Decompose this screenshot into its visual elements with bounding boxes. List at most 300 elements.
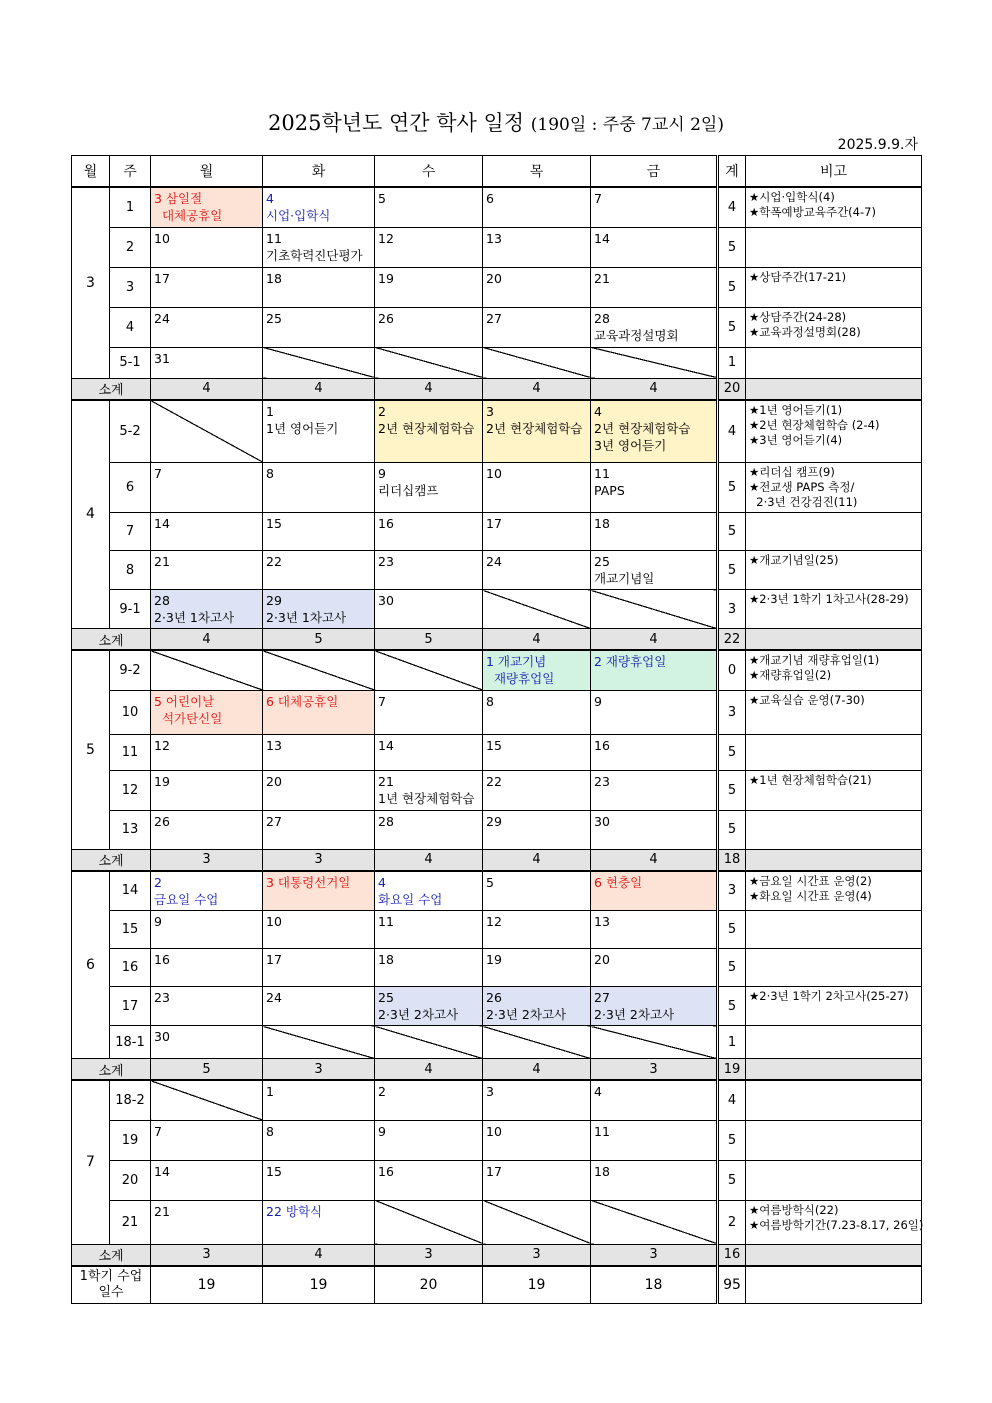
note-item: ★개교기념 재량휴업일(1) <box>749 653 880 667</box>
schedule-table <box>71 155 922 1304</box>
week-row <box>72 690 922 734</box>
day-date: 12 <box>486 914 502 929</box>
day-date: 27 <box>594 990 610 1005</box>
week-number: 17 <box>110 987 151 1026</box>
day-cell <box>263 1160 375 1200</box>
week-row <box>72 1120 922 1160</box>
subtotal-value: 4 <box>263 378 375 400</box>
week-number: 19 <box>110 1120 151 1160</box>
day-date: 20 <box>486 270 502 286</box>
day-cell <box>591 1160 718 1200</box>
day-date: 24 <box>486 554 502 569</box>
day-date: 25 <box>594 554 610 569</box>
day-cell <box>375 307 483 347</box>
day-date: 18 <box>266 270 282 286</box>
empty-day-cell <box>375 1026 483 1059</box>
header-total: 계 <box>718 156 746 188</box>
note-item: ★개교기념일(25) <box>749 553 839 567</box>
subtotal-row <box>72 629 922 651</box>
semester-label-line: 1학기 수업일수 <box>79 1268 143 1300</box>
day-cell <box>483 770 591 810</box>
subtotal-value: 3 <box>263 1059 375 1081</box>
day-cell <box>151 1160 263 1200</box>
subtotal-note-blank <box>746 629 922 651</box>
day-date: 24 <box>154 310 170 326</box>
subtotal-label: 소계 <box>72 1059 151 1081</box>
week-total: 3 <box>718 590 746 629</box>
subtotal-sum: 20 <box>718 378 746 400</box>
day-cell <box>375 1080 483 1120</box>
week-number: 7 <box>110 513 151 551</box>
empty-day-cell <box>375 650 483 690</box>
day-date: 13 <box>486 230 502 246</box>
day-event: 2·3년 1차고사 <box>154 610 235 625</box>
week-total: 3 <box>718 690 746 734</box>
empty-day-cell <box>263 650 375 690</box>
day-date: 23 <box>154 990 170 1005</box>
week-number: 2 <box>110 227 151 267</box>
document-date: 2025.9.9.자 <box>837 137 918 153</box>
day-cell <box>151 690 263 734</box>
subtotal-row <box>72 1059 922 1081</box>
day-cell <box>591 400 718 463</box>
day-cell <box>483 734 591 770</box>
day-event: 대체공휴일 <box>154 208 223 223</box>
day-date: 18 <box>594 516 610 531</box>
day-cell <box>483 1080 591 1120</box>
week-number: 5-1 <box>110 347 151 378</box>
day-event: 2년 현장체험학습 <box>486 420 583 436</box>
day-date: 2 <box>154 874 162 890</box>
day-cell <box>483 463 591 513</box>
empty-day-cell <box>483 1026 591 1059</box>
day-cell <box>263 1200 375 1244</box>
day-date: 26 <box>378 310 394 326</box>
week-row <box>72 1026 922 1059</box>
week-number: 8 <box>110 551 151 590</box>
week-row <box>72 1200 922 1244</box>
day-cell <box>263 1120 375 1160</box>
day-cell <box>151 1200 263 1244</box>
week-number: 18-1 <box>110 1026 151 1059</box>
month-label: 3 <box>72 187 110 378</box>
week-number: 13 <box>110 810 151 849</box>
day-date: 13 <box>594 914 610 929</box>
empty-day-cell <box>591 1026 718 1059</box>
day-cell <box>263 1080 375 1120</box>
week-row <box>72 463 922 513</box>
empty-day-cell <box>591 590 718 629</box>
semester-note-blank <box>746 1266 922 1304</box>
day-date: 7 <box>378 693 386 709</box>
day-date: 6 현충일 <box>594 874 643 890</box>
week-row <box>72 770 922 810</box>
note-cell <box>746 347 922 378</box>
day-cell <box>375 810 483 849</box>
day-cell <box>151 1026 263 1059</box>
day-cell <box>483 810 591 849</box>
day-date: 19 <box>486 952 502 967</box>
day-date: 30 <box>378 593 394 608</box>
day-cell <box>591 1080 718 1120</box>
week-total: 5 <box>718 551 746 590</box>
header-week: 주 <box>110 156 151 188</box>
day-date: 23 <box>378 554 394 569</box>
subtotal-value: 3 <box>151 849 263 871</box>
day-cell <box>375 949 483 987</box>
day-cell <box>263 734 375 770</box>
title-main: 2025학년도 연간 학사 일정 <box>268 111 525 135</box>
day-date: 16 <box>378 516 394 531</box>
week-total: 0 <box>718 650 746 690</box>
day-date: 8 <box>266 1123 274 1139</box>
day-date: 1 <box>266 1084 274 1099</box>
subtotal-value: 3 <box>591 1059 718 1081</box>
day-cell <box>483 949 591 987</box>
day-date: 13 <box>266 737 282 753</box>
month-label: 4 <box>72 400 110 629</box>
day-date: 27 <box>486 310 502 326</box>
day-cell <box>591 267 718 307</box>
day-date: 11 <box>594 1123 610 1139</box>
note-item: ★금요일 시간표 운영(2) <box>749 873 872 888</box>
week-total: 5 <box>718 949 746 987</box>
day-date: 6 <box>486 191 494 206</box>
day-cell <box>263 690 375 734</box>
day-cell <box>375 590 483 629</box>
empty-day-cell <box>263 1026 375 1059</box>
day-cell <box>375 227 483 267</box>
day-date: 15 <box>266 516 282 531</box>
subtotal-value: 3 <box>591 1244 718 1266</box>
empty-day-cell <box>483 347 591 378</box>
day-date: 19 <box>154 773 170 789</box>
day-date: 30 <box>154 1029 170 1044</box>
day-date: 15 <box>486 737 502 753</box>
day-date: 3 삼일절 <box>154 191 203 206</box>
day-cell <box>591 690 718 734</box>
note-cell <box>746 911 922 949</box>
subtotal-value: 4 <box>263 1244 375 1266</box>
week-total: 4 <box>718 400 746 463</box>
day-date: 8 <box>266 466 274 481</box>
day-cell <box>375 513 483 551</box>
day-cell <box>263 871 375 911</box>
day-date: 26 <box>154 813 170 829</box>
day-event: 재량휴업일 <box>486 671 555 686</box>
day-date: 20 <box>594 952 610 967</box>
subtotal-value: 4 <box>151 378 263 400</box>
day-cell <box>483 187 591 227</box>
note-cell <box>746 650 922 690</box>
header-wed: 수 <box>375 156 483 188</box>
note-item: ★교육과정설명회(28) <box>749 324 861 339</box>
note-cell <box>746 400 922 463</box>
header-fri: 금 <box>591 156 718 188</box>
empty-day-cell <box>263 347 375 378</box>
day-cell <box>151 307 263 347</box>
day-date: 7 <box>154 1123 162 1139</box>
day-cell <box>375 1160 483 1200</box>
subtotal-value: 4 <box>483 629 591 651</box>
day-date: 9 <box>594 693 602 709</box>
day-cell <box>151 949 263 987</box>
day-cell <box>591 949 718 987</box>
day-date: 14 <box>154 1163 170 1179</box>
subtotal-label: 소계 <box>72 629 151 651</box>
note-item: ★1년 현장체험학습(21) <box>749 772 872 787</box>
subtotal-value: 3 <box>263 849 375 871</box>
subtotal-value: 4 <box>151 629 263 651</box>
day-cell <box>591 1120 718 1160</box>
day-date: 27 <box>266 813 282 829</box>
day-date: 26 <box>486 990 502 1005</box>
subtotal-value: 5 <box>263 629 375 651</box>
subtotal-value: 3 <box>483 1244 591 1266</box>
day-cell <box>263 551 375 590</box>
day-date: 10 <box>486 466 502 481</box>
semester-total-value: 18 <box>591 1266 718 1304</box>
day-cell <box>591 307 718 347</box>
day-date: 14 <box>154 516 170 531</box>
empty-day-cell <box>375 1200 483 1244</box>
day-date: 29 <box>266 593 282 608</box>
day-cell <box>375 911 483 949</box>
day-date: 28 <box>378 813 394 829</box>
day-cell <box>263 187 375 227</box>
week-row <box>72 513 922 551</box>
note-item: ★2년 현장체험학습 (2-4) <box>749 417 880 432</box>
week-total: 5 <box>718 770 746 810</box>
day-date: 29 <box>486 813 502 829</box>
day-event: 금요일 수업 <box>154 891 219 907</box>
week-row <box>72 307 922 347</box>
empty-day-cell <box>591 347 718 378</box>
day-date: 21 <box>594 270 610 286</box>
subtotal-label: 소계 <box>72 378 151 400</box>
day-date: 4 <box>266 191 274 206</box>
day-cell <box>483 307 591 347</box>
week-row <box>72 400 922 463</box>
day-cell <box>151 911 263 949</box>
day-date: 23 <box>594 773 610 789</box>
day-date: 25 <box>266 310 282 326</box>
day-cell <box>263 513 375 551</box>
week-row <box>72 1160 922 1200</box>
note-item: ★상담주간(17-21) <box>749 269 847 284</box>
day-event: 기초학력진단평가 <box>266 247 363 263</box>
day-cell <box>483 1160 591 1200</box>
week-number: 6 <box>110 463 151 513</box>
day-date: 14 <box>378 737 394 753</box>
day-cell <box>263 267 375 307</box>
day-date: 9 <box>154 914 162 929</box>
note-item: ★전교생 PAPS 측정/ <box>749 480 855 494</box>
day-cell <box>375 871 483 911</box>
week-total: 5 <box>718 463 746 513</box>
note-cell <box>746 227 922 267</box>
week-row <box>72 810 922 849</box>
day-cell <box>151 871 263 911</box>
subtotal-value: 5 <box>375 629 483 651</box>
subtotal-value: 4 <box>591 849 718 871</box>
note-cell <box>746 1026 922 1059</box>
empty-day-cell <box>151 650 263 690</box>
subtotal-row <box>72 1244 922 1266</box>
week-row <box>72 227 922 267</box>
day-cell <box>263 911 375 949</box>
day-event: 2년 현장체험학습 <box>378 420 475 436</box>
note-cell <box>746 551 922 590</box>
subtotal-sum: 19 <box>718 1059 746 1081</box>
day-date: 25 <box>378 990 394 1005</box>
week-total: 3 <box>718 871 746 911</box>
day-event: 2·3년 2차고사 <box>594 1007 675 1022</box>
note-item: ★학폭예방교육주간(4-7) <box>749 205 876 219</box>
day-cell <box>375 690 483 734</box>
day-date: 17 <box>486 516 502 531</box>
week-number: 11 <box>110 734 151 770</box>
day-date: 11 <box>594 466 610 481</box>
subtotal-value: 3 <box>151 1244 263 1266</box>
document-title <box>0 107 992 137</box>
day-date: 1 개교기념 <box>486 654 547 669</box>
week-total: 4 <box>718 187 746 227</box>
week-number: 14 <box>110 871 151 911</box>
week-row <box>72 734 922 770</box>
day-date: 16 <box>594 737 610 753</box>
day-cell <box>263 810 375 849</box>
subtotal-value: 4 <box>375 1059 483 1081</box>
day-date: 5 <box>486 874 494 890</box>
week-total: 5 <box>718 911 746 949</box>
day-date: 22 <box>486 773 502 789</box>
day-event: 화요일 수업 <box>378 891 443 907</box>
day-cell <box>375 187 483 227</box>
day-cell <box>151 513 263 551</box>
day-cell <box>375 400 483 463</box>
note-item: 2·3년 건강검진(11) <box>749 495 858 509</box>
week-total: 5 <box>718 1160 746 1200</box>
note-cell <box>746 1160 922 1200</box>
day-cell <box>151 347 263 378</box>
week-row <box>72 1080 922 1120</box>
month-label: 7 <box>72 1080 110 1244</box>
note-cell <box>746 463 922 513</box>
day-date: 10 <box>486 1123 502 1139</box>
week-number: 21 <box>110 1200 151 1244</box>
week-row <box>72 551 922 590</box>
note-cell <box>746 307 922 347</box>
note-cell <box>746 770 922 810</box>
day-cell <box>591 227 718 267</box>
header-notes: 비고 <box>746 156 922 188</box>
day-date: 10 <box>266 914 282 929</box>
day-cell <box>591 463 718 513</box>
week-row <box>72 911 922 949</box>
day-cell <box>263 463 375 513</box>
week-total: 5 <box>718 307 746 347</box>
day-cell <box>591 770 718 810</box>
day-cell <box>151 770 263 810</box>
week-total: 5 <box>718 734 746 770</box>
note-cell <box>746 734 922 770</box>
subtotal-value: 4 <box>483 1059 591 1081</box>
day-event: 1년 영어듣기 <box>266 420 339 436</box>
day-event: 2·3년 1차고사 <box>266 610 347 625</box>
day-cell <box>483 1120 591 1160</box>
note-item: ★1년 영어듣기(1) <box>749 402 843 417</box>
semester-total-value: 19 <box>151 1266 263 1304</box>
week-total: 5 <box>718 987 746 1026</box>
day-event: 3년 영어듣기 <box>594 437 667 453</box>
day-cell <box>151 267 263 307</box>
day-event: 교육과정설명회 <box>594 327 679 343</box>
day-cell <box>591 650 718 690</box>
day-cell <box>151 987 263 1026</box>
day-event: 석가탄신일 <box>154 710 223 726</box>
day-cell <box>375 1120 483 1160</box>
day-cell <box>591 734 718 770</box>
day-date: 8 <box>486 693 494 709</box>
day-date: 24 <box>266 990 282 1005</box>
day-date: 5 <box>378 191 386 206</box>
semester-total-row <box>72 1266 922 1304</box>
day-cell <box>151 187 263 227</box>
subtotal-sum: 18 <box>718 849 746 871</box>
day-cell <box>375 463 483 513</box>
week-row <box>72 187 922 227</box>
week-row <box>72 987 922 1026</box>
empty-day-cell <box>151 1080 263 1120</box>
day-date: 21 <box>154 554 170 569</box>
day-cell <box>591 513 718 551</box>
note-cell <box>746 690 922 734</box>
day-cell <box>151 1120 263 1160</box>
day-cell <box>263 590 375 629</box>
day-date: 22 방학식 <box>266 1203 323 1219</box>
subtotal-note-blank <box>746 1244 922 1266</box>
note-item: ★교육실습 운영(7-30) <box>749 692 865 707</box>
day-date: 9 <box>378 466 386 481</box>
subtotal-label: 소계 <box>72 849 151 871</box>
note-item: ★리더십 캠프(9) <box>749 465 835 479</box>
note-cell <box>746 1080 922 1120</box>
day-date: 5 어린이날 <box>154 693 215 709</box>
empty-day-cell <box>151 400 263 463</box>
day-cell <box>263 227 375 267</box>
subtotal-note-blank <box>746 849 922 871</box>
week-number: 20 <box>110 1160 151 1200</box>
day-cell <box>483 267 591 307</box>
day-cell <box>151 227 263 267</box>
semester-total-label <box>72 1266 151 1304</box>
header-month: 월 <box>72 156 110 188</box>
note-cell <box>746 1200 922 1244</box>
header-thu: 목 <box>483 156 591 188</box>
week-number: 5-2 <box>110 400 151 463</box>
day-event: PAPS <box>594 483 625 498</box>
day-cell <box>263 400 375 463</box>
day-date: 10 <box>154 230 170 246</box>
week-row <box>72 267 922 307</box>
day-date: 18 <box>378 952 394 967</box>
day-cell <box>151 810 263 849</box>
day-cell <box>151 734 263 770</box>
day-date: 30 <box>594 813 610 829</box>
week-total: 5 <box>718 227 746 267</box>
empty-day-cell <box>483 1200 591 1244</box>
